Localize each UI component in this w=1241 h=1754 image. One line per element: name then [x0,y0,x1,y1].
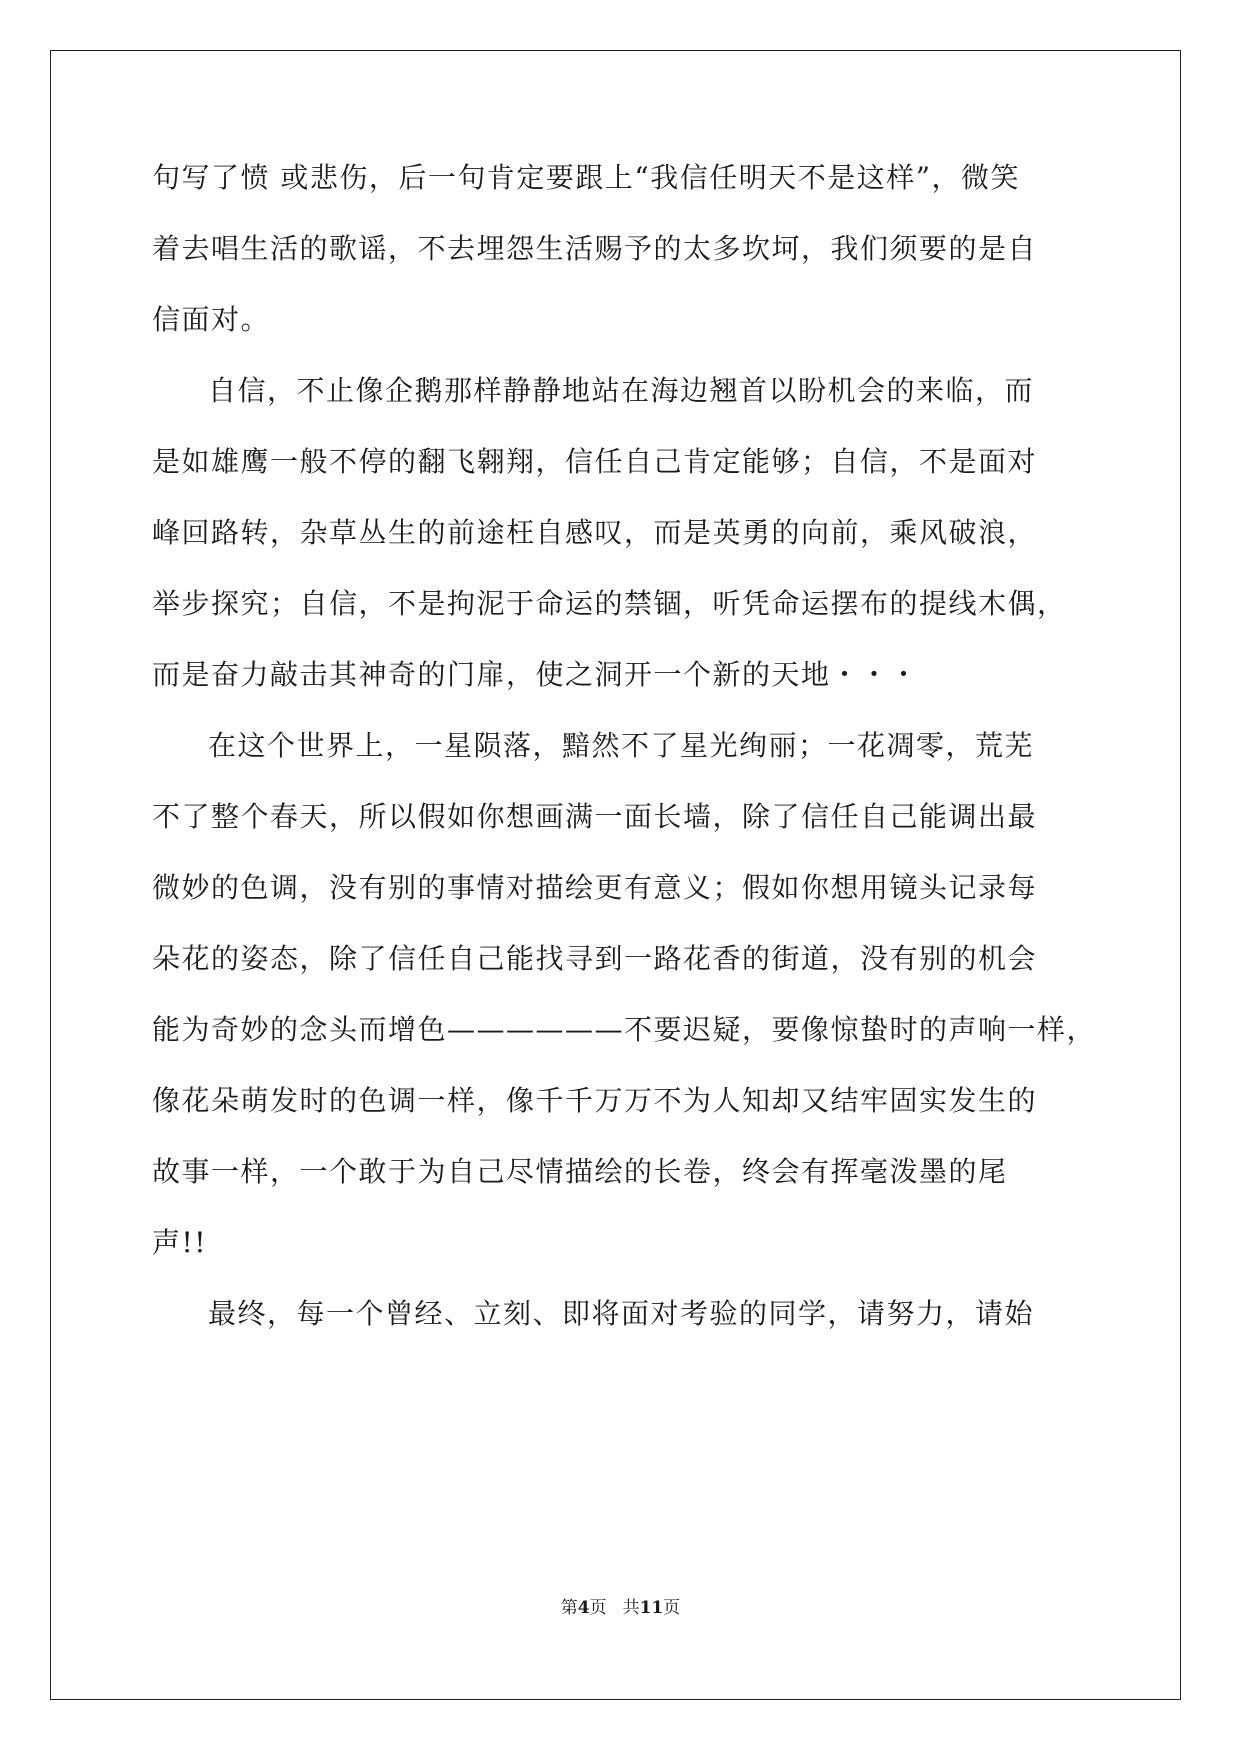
text-line: 着去唱生活的歌谣，不去埋怨生活赐予的太多坎坷，我们须要的是自 [152,232,1038,265]
text-line: 峰回路转，杂草丛生的前途枉自感叹，而是英勇的向前，乘风破浪， [152,516,1038,549]
text-line: 不了整个春天，所以假如你想画满一面长墙，除了信任自己能调出最 [152,800,1038,833]
text-line: 而是奋力敲击其神奇的门扉，使之洞开一个新的天地・・・ [152,658,920,691]
text-line: 微妙的色调，没有别的事情对描绘更有意义；假如你想用镜头记录每 [152,871,1038,904]
page-footer [0,1596,1241,1620]
text-line: 故事一样，一个敢于为自己尽情描绘的长卷，终会有挥毫泼墨的尾 [152,1155,1008,1188]
text-line: 举步探究；自信，不是拘泥于命运的禁锢，听凭命运摆布的提线木偶， [152,587,1067,620]
page-prefix: 第 [560,1598,578,1618]
text-line: 是如雄鹰一般不停的翻飞翱翔，信任自己肯定能够；自信，不是面对 [152,445,1038,478]
total-suffix: 页 [663,1598,681,1618]
text-line: 能为奇妙的念头而增色——————不要迟疑，要像惊蛰时的声响一样， [152,1013,1097,1046]
paragraph-first-line: 自信，不止像企鹅那样静静地站在海边翘首以盼机会的来临，而 [208,374,1035,407]
text-line: 声!! [152,1226,208,1259]
page-number: 4 [577,1598,590,1618]
text-line: 句写了愤 或悲伤，后一句肯定要跟上“我信任明天不是这样”，微笑 [152,161,1021,194]
page-suffix: 页 [589,1598,607,1618]
text-line: 信面对。 [152,303,271,336]
total-prefix: 共 [622,1598,640,1618]
total-pages: 11 [639,1598,664,1618]
text-line: 朵花的姿态，除了信任自己能找寻到一路花香的街道，没有别的机会 [152,942,1038,975]
paragraph-first-line: 最终，每一个曾经、立刻、即将面对考验的同学，请努力，请始 [208,1297,1035,1330]
text-line: 像花朵萌发时的色调一样，像千千万万不为人知却又结牢固实发生的 [152,1084,1038,1117]
paragraph-first-line: 在这个世界上，一星陨落，黯然不了星光绚丽；一花凋零，荒芜 [208,729,1035,762]
